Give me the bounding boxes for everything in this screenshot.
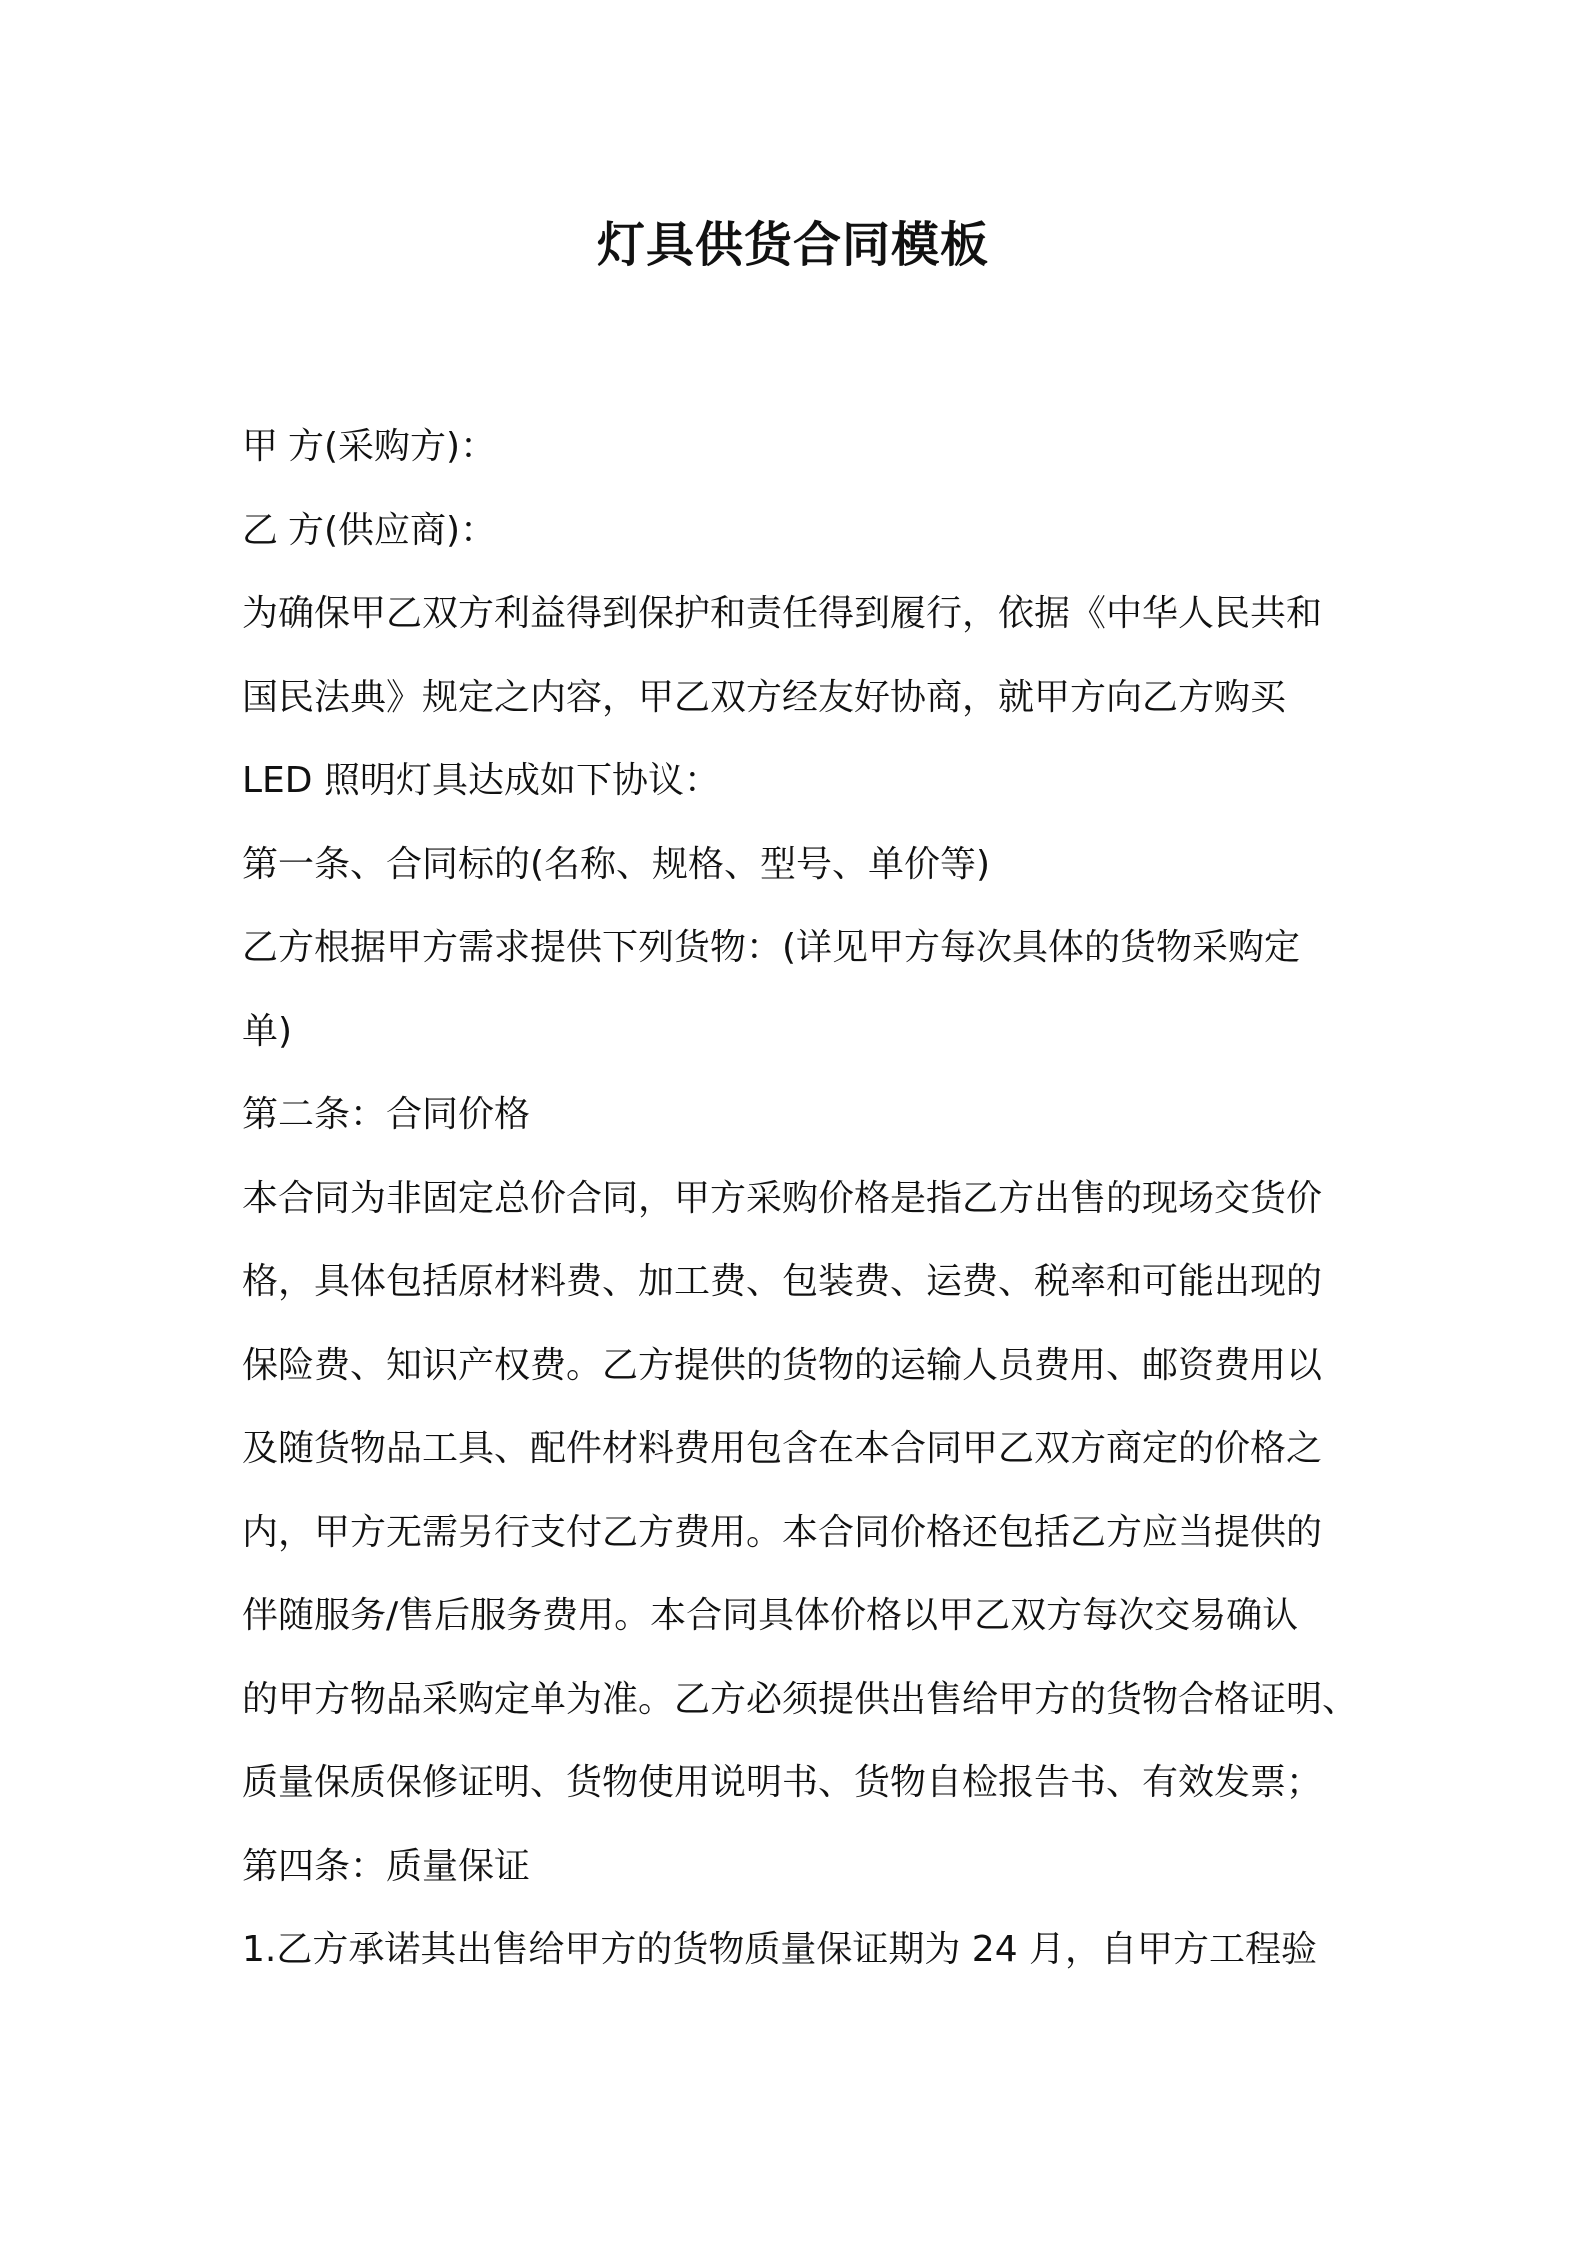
article-2-line-2: 格，具体包括原材料费、加工费、包装费、运费、税率和可能出现的 xyxy=(242,1261,1323,1302)
document-body xyxy=(242,405,1382,1992)
preamble-line-3: LED 照明灯具达成如下协议： xyxy=(242,760,720,801)
article-2-line-1: 本合同为非固定总价合同，甲方采购价格是指乙方出售的现场交货价 xyxy=(242,1177,1323,1219)
article-2-heading: 第二条：合同价格 xyxy=(242,1094,531,1135)
party-b-label: 乙 xyxy=(242,509,279,551)
party-a-line xyxy=(242,405,1382,489)
article-4-heading: 第四条：质量保证 xyxy=(242,1845,531,1887)
article-1-heading: 第一条、合同标的(名称、规格、型号、单价等) xyxy=(242,843,991,885)
party-a-label: 甲 xyxy=(242,426,279,467)
article-2-line-5: 内，甲方无需另行支付乙方费用。本合同价格还包括乙方应当提供的 xyxy=(242,1511,1323,1553)
preamble-line-2: 国民法典》规定之内容，甲乙双方经友好协商，就甲方向乙方购买 xyxy=(242,676,1287,718)
party-a-text: 方(采购方)： xyxy=(288,426,497,467)
article-2-line-7: 的甲方物品采购定单为准。乙方必须提供出售给甲方的货物合格证明、 xyxy=(242,1678,1359,1720)
document-title: 灯具供货合同模板 xyxy=(596,217,989,273)
preamble-line-1: 为确保甲乙双方利益得到保护和责任得到履行，依据《中华人民共和 xyxy=(242,593,1323,634)
party-b-line xyxy=(242,489,1382,573)
article-2-line-3: 保险费、知识产权费。乙方提供的货物的运输人员费用、邮资费用以 xyxy=(242,1344,1323,1386)
party-b-text: 方(供应商)： xyxy=(288,509,497,551)
article-1-line-1: 乙方根据甲方需求提供下列货物：(详见甲方每次具体的货物采购定 xyxy=(242,927,1301,968)
article-2-line-6: 伴随服务/售后服务费用。本合同具体价格以甲乙双方每次交易确认 xyxy=(242,1595,1299,1636)
article-2-line-4: 及随货物品工具、配件材料费用包含在本合同甲乙双方商定的价格之 xyxy=(242,1428,1323,1469)
article-2-line-8: 质量保质保修证明、货物使用说明书、货物自检报告书、有效发票； xyxy=(242,1762,1323,1803)
article-4-line-1: 1.乙方承诺其出售给甲方的货物质量保证期为 24 月，自甲方工程验 xyxy=(242,1929,1318,1970)
article-1-line-2: 单) xyxy=(242,1010,293,1052)
